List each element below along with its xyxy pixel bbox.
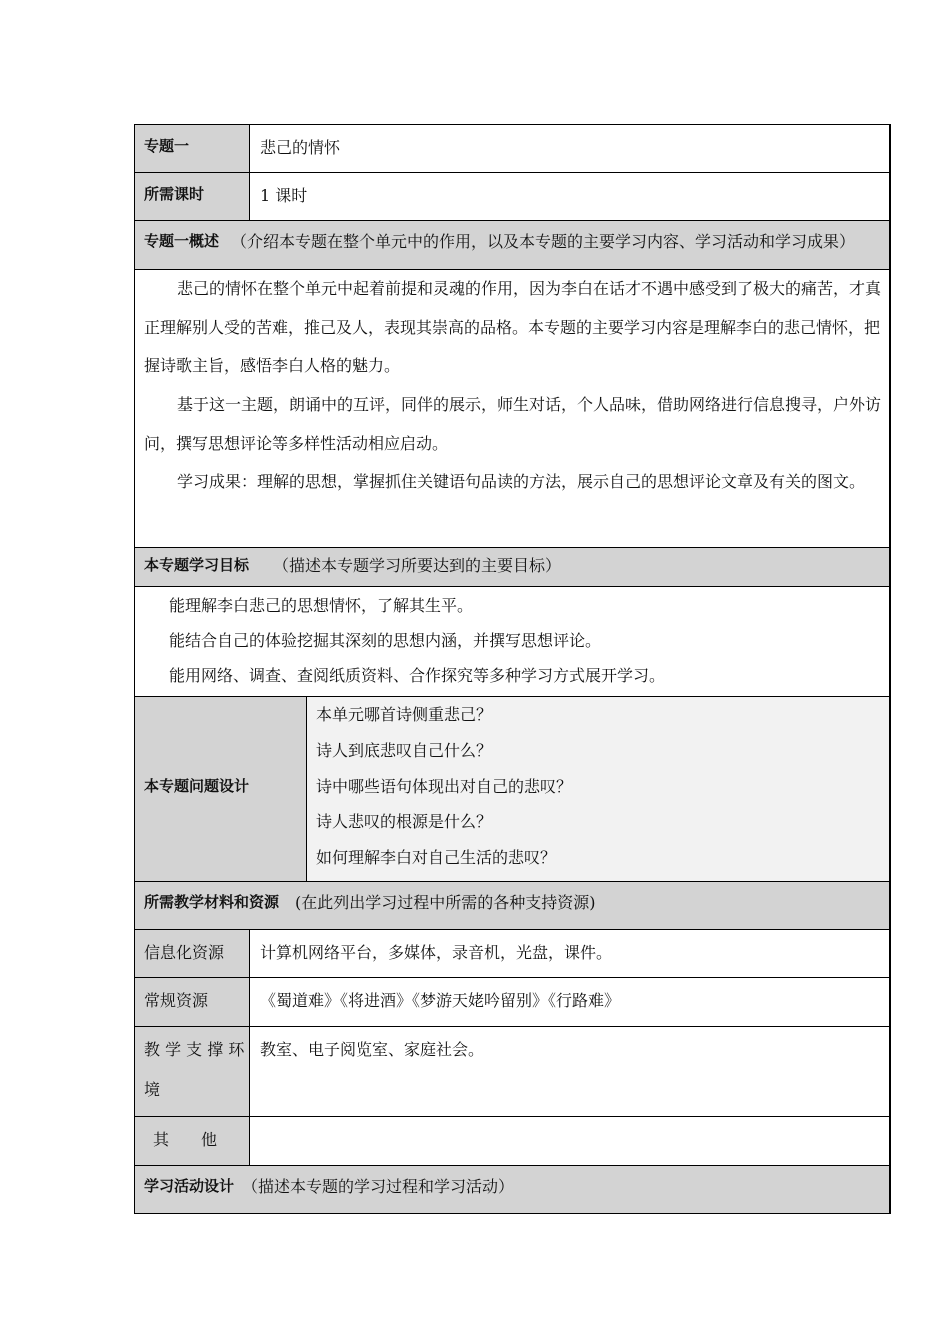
- overview-body: [135, 270, 889, 548]
- hours-row: [135, 173, 889, 221]
- goals-note: （描述本专题学习所要达到的主要目标）: [273, 556, 562, 575]
- overview-paragraph-3: 学习成果：理解的思想，掌握抓住关键语句品读的方法，展示自己的思想评论文章及有关的图文。: [177, 472, 866, 491]
- question-item-2: 诗人到底悲叹自己什么？: [316, 741, 493, 760]
- info-resources-label-cell: [135, 930, 250, 977]
- teaching-env-label-line1: 教 学 支 撑 环: [144, 1040, 245, 1059]
- activities-header: [135, 1166, 889, 1213]
- goal-item-1: 能理解李白悲己的思想情怀，了解其生平。: [169, 596, 474, 615]
- overview-paragraph-1: 悲己的情怀在整个单元中起着前提和灵魂的作用，因为李白在话才不遇中感受到了极大的痛苦，才真正理解别人受的苦难，推己及人，表现其崇高的品格。本专题的主要学习内容是理解李白的悲己情怀，把握诗歌主旨，感悟李白人格的魅力。: [144, 279, 882, 375]
- teaching-env-row: [135, 1027, 889, 1117]
- resources-title: 所需教学材料和资源: [144, 893, 280, 911]
- topic-row: [135, 125, 889, 173]
- question-item-3: 诗中哪些语句体现出对自己的悲叹？: [316, 777, 573, 796]
- goal-item-2: 能结合自己的体验挖掘其深刻的思想内涵，并撰写思想评论。: [169, 631, 602, 650]
- overview-title: 专题一概述: [144, 232, 220, 250]
- activities-note: （描述本专题的学习过程和学习活动）: [242, 1177, 515, 1196]
- topic-value: 悲己的情怀: [260, 138, 341, 157]
- hours-label-cell: [135, 173, 250, 220]
- question-item-1: 本单元哪首诗侧重悲己？: [316, 705, 493, 724]
- hours-label: 所需课时: [144, 185, 205, 203]
- goals-header: [135, 548, 889, 587]
- overview-paragraph-2: 基于这一主题，朗诵中的互评，同伴的展示，师生对话，个人品味，借助网络进行信息搜寻，户外访问，撰写思想评论等多样性活动相应启动。: [144, 395, 882, 453]
- goals-title: 本专题学习目标: [144, 556, 250, 574]
- activities-title: 学习活动设计: [144, 1177, 235, 1195]
- resources-header: [135, 882, 889, 930]
- info-resources-row: [135, 930, 889, 978]
- overview-note: （介绍本专题在整个单元中的作用，以及本专题的主要学习内容、学习活动和学习成果）: [231, 232, 856, 251]
- topic-label-cell: [135, 125, 250, 172]
- teaching-env-value: 教室、电子阅览室、家庭社会。: [260, 1040, 485, 1059]
- regular-resources-label: 常规资源: [144, 991, 209, 1010]
- lesson-plan-table: [134, 124, 891, 1214]
- topic-label: 专题一: [144, 137, 190, 155]
- regular-resources-row: [135, 978, 889, 1027]
- info-resources-label: 信息化资源: [144, 943, 225, 962]
- regular-resources-label-cell: [135, 978, 250, 1026]
- question-item-4: 诗人悲叹的根源是什么？: [316, 812, 493, 831]
- hours-value: 1 课时: [260, 186, 308, 205]
- goal-item-3: 能用网络、调查、查阅纸质资料、合作探究等多种学习方式展开学习。: [169, 666, 666, 685]
- teaching-env-label-cell: [135, 1027, 250, 1116]
- goals-body: [135, 587, 889, 697]
- regular-resources-value: 《蜀道难》《将进酒》《梦游天姥吟留别》《行路难》: [260, 991, 621, 1010]
- other-label: 其 他: [153, 1130, 218, 1149]
- resources-note: (在此列出学习过程中所需的各种支持资源): [295, 893, 596, 912]
- overview-header: [135, 221, 889, 270]
- info-resources-value: 计算机网络平台，多媒体，录音机，光盘，课件。: [260, 943, 613, 962]
- questions-label: 本专题问题设计: [144, 777, 250, 795]
- other-label-cell: [135, 1117, 250, 1165]
- questions-row: [135, 697, 889, 882]
- teaching-env-label-line2: 境: [144, 1080, 161, 1099]
- question-item-5: 如何理解李白对自己生活的悲叹？: [316, 848, 557, 867]
- other-row: [135, 1117, 889, 1166]
